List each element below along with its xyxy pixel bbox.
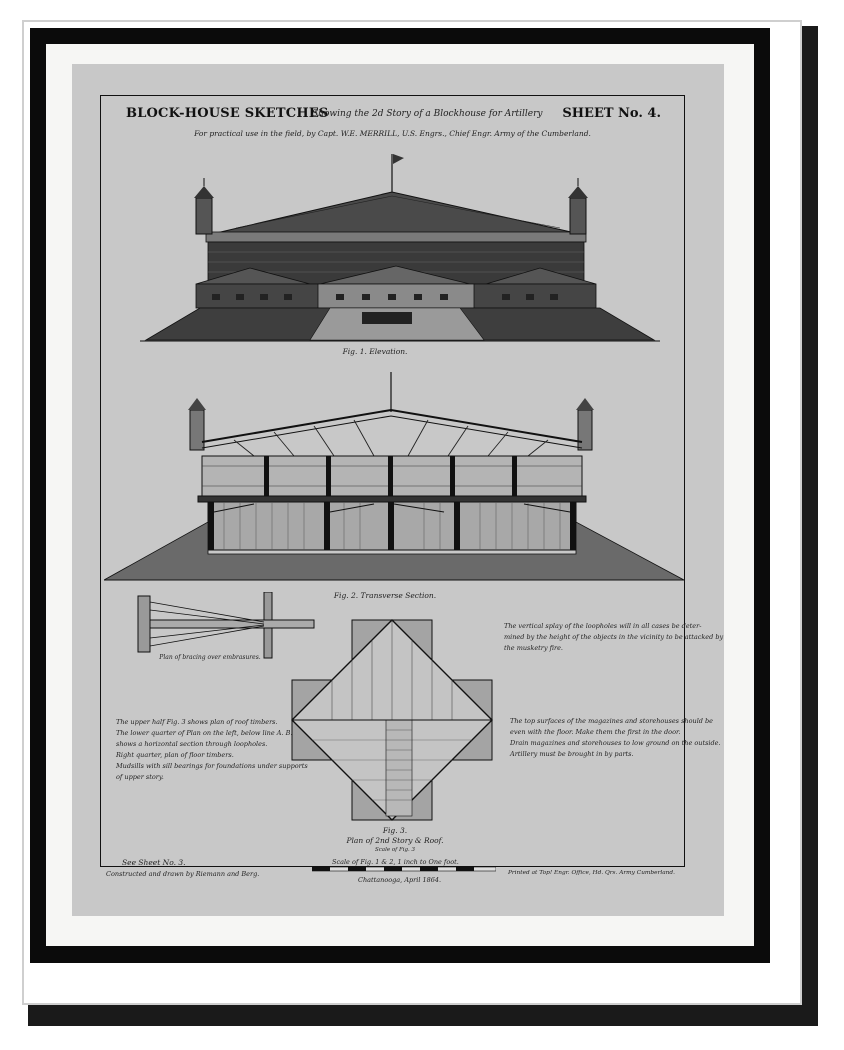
sheet-subtitle: Showing the 2d Story of a Blockhouse for Artillery xyxy=(312,109,543,119)
fig2-caption: Fig. 2. Transverse Section. xyxy=(333,591,437,600)
plan-drawing xyxy=(290,618,494,824)
fig3-plan-caption: Plan of 2nd Story & Roof. xyxy=(346,836,444,845)
fig3-title: Fig. 3. xyxy=(382,826,408,835)
section-drawing xyxy=(104,372,684,584)
magazine-note: The top surfaces of the magazines and storehouses should be even with the floor. Make them the first in the door. Drain magazines and storehouses to low ground on the outside. Artillery must be brought in by parts. xyxy=(510,717,721,758)
fig3-scale-caption: Scale of Fig. 3 xyxy=(374,847,416,853)
constructed-credit: Constructed and drawn by Riemann and Berg. xyxy=(106,870,260,878)
title-row xyxy=(100,104,685,128)
see-sheet-label: See Sheet No. 3. xyxy=(122,858,186,867)
bracing-caption: Plan of bracing over embrasures. xyxy=(159,654,261,661)
loophole-note: The vertical splay of the loopholes will in all cases be deter- mined by the height of the objects in the vicinity to be attacked by the musketry fire. xyxy=(504,622,724,652)
plan-explanation-note: The upper half Fig. 3 shows plan of roof timbers. The lower quarter of Plan on the left, below line A. B. shows a horizontal section through loopholes. Right quarter, plan of floor timbers. Mudsills with sill bearings for foundations under supports of upper story. xyxy=(116,718,308,781)
place-date: Chattanooga, April 1864. xyxy=(358,876,442,884)
printed-credit: Printed at Top! Engr. Office, Hd. Qrs. Army Cumberland. xyxy=(508,870,675,876)
elevation-drawing xyxy=(140,148,660,344)
scale-label: Scale of Fig. 1 & 2, 1 inch to One foot. xyxy=(332,858,459,866)
scale-bar xyxy=(312,866,496,872)
sheet-title: BLOCK-HOUSE SKETCHES xyxy=(126,106,329,121)
credit-line: For practical use in the field, by Capt. W.E. MERRILL, U.S. Engrs., Chief Engr. Army of the Cumberland. xyxy=(194,129,591,138)
fig1-caption: Fig. 1. Elevation. xyxy=(342,347,408,356)
sheet-number: SHEET No. 4. xyxy=(562,106,661,121)
